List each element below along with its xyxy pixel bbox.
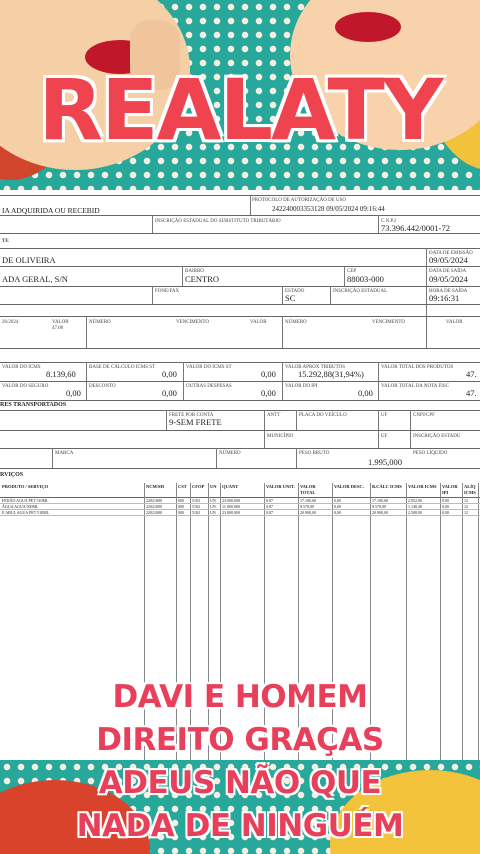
marca-label: MARCA bbox=[55, 451, 74, 456]
icms-value: 8.139,60 bbox=[46, 369, 76, 379]
frete-value: 9-SEM FRETE bbox=[169, 417, 222, 427]
table-cell: 2.052,00 bbox=[408, 498, 422, 503]
natureza-operacao: IA ADQUIRIDA OU RECEBID bbox=[2, 206, 100, 215]
total-nota-value: 47. bbox=[466, 388, 477, 398]
table-cell: 12 bbox=[464, 510, 468, 515]
uf-label: ESTADO bbox=[285, 289, 305, 294]
table-cell: E ABUL AGUA PET 510ML bbox=[2, 510, 50, 515]
destinatario-label: TE bbox=[2, 239, 9, 244]
fatura-col-vencimento-2: VENCIMENTO bbox=[372, 320, 405, 325]
fatura-left-val: 47.00 bbox=[52, 326, 64, 331]
table-cell: 9.570,00 bbox=[372, 504, 386, 509]
frete-label: FRETE POR CONTA bbox=[169, 413, 214, 418]
table-cell: UN bbox=[210, 510, 216, 515]
desconto-label: DESCONTO bbox=[89, 384, 116, 389]
protocolo-label: PROTOCOLO DE AUTORIZAÇÃO DE USO bbox=[252, 198, 346, 203]
bairro: CENTRO bbox=[185, 274, 219, 284]
table-cell: 23.000,000 bbox=[222, 510, 240, 515]
peso-liq-label: PESO LÍQUIDO bbox=[413, 451, 448, 456]
table-cell: UN bbox=[210, 498, 216, 503]
numero-label: NÚMERO bbox=[219, 451, 241, 456]
data-saida-label: DATA DE SAÍDA bbox=[429, 269, 467, 274]
fatura-col-valor-2: VALOR bbox=[446, 320, 463, 325]
total-prod-label: VALOR TOTAL DOS PRODUTOS bbox=[381, 365, 454, 370]
col-aliq: ALÍQ ICMS bbox=[464, 484, 476, 495]
ipi-label: VALOR DO IPI bbox=[285, 384, 318, 389]
table-cell: 0,00 bbox=[334, 498, 341, 503]
table-cell: 22021000 bbox=[146, 504, 162, 509]
table-cell: 000 bbox=[178, 510, 184, 515]
table-cell: 0,87 bbox=[266, 510, 273, 515]
seguro-label: VALOR DO SEGURO bbox=[2, 384, 49, 389]
divider bbox=[0, 195, 480, 196]
cnpj-label: C.N.P.J bbox=[381, 219, 396, 224]
overlay-caption bbox=[0, 676, 480, 848]
uf: SC bbox=[285, 293, 296, 303]
fatura-col-valor: VALOR bbox=[250, 320, 267, 325]
total-nota-label: VALOR TOTAL DA NOTA FISC bbox=[381, 384, 449, 389]
ipi-value: 0,00 bbox=[358, 388, 373, 398]
outras-value: 0,00 bbox=[261, 388, 276, 398]
table-cell: 0,00 bbox=[442, 498, 449, 503]
table-cell: 0,00 bbox=[442, 510, 449, 515]
cnpj-value: 73.396.442/0001-72 bbox=[381, 223, 450, 233]
table-cell: 20.900,00 bbox=[300, 510, 316, 515]
table-cell: 22021000 bbox=[146, 498, 162, 503]
table-cell: 5102 bbox=[192, 504, 200, 509]
fatura-left-label: VALOR bbox=[52, 320, 69, 325]
overlay-title: REALATY bbox=[38, 61, 442, 159]
table-cell: 22021000 bbox=[146, 510, 162, 515]
fone-label: FONE/FAX bbox=[155, 289, 180, 294]
table-cell: 11.000,000 bbox=[222, 504, 240, 509]
table-cell: 0,00 bbox=[442, 504, 449, 509]
table-cell: 2.508,00 bbox=[408, 510, 422, 515]
placa-label: PLACA DO VEÍCULO bbox=[299, 413, 347, 418]
antt-label: ANTT bbox=[267, 413, 281, 418]
icms-label: VALOR DO ICMS bbox=[2, 365, 41, 370]
fatura-col-numero: NÚMERO bbox=[89, 320, 111, 325]
top-banner bbox=[0, 0, 480, 190]
items-header bbox=[0, 483, 480, 498]
fatura-col-numero-2: NÚMERO bbox=[285, 320, 307, 325]
servicos-section: RVIÇOS bbox=[0, 472, 24, 478]
col-valor-total: VALOR TOTAL bbox=[300, 484, 316, 495]
col-ncm: NCM/SH bbox=[146, 484, 164, 489]
col-produto: PRODUTO / SERVIÇO bbox=[2, 484, 49, 489]
cep: 88003-000 bbox=[347, 274, 384, 284]
col-valor-icms: VALOR ICMS bbox=[408, 484, 437, 489]
table-cell: 17.100,00 bbox=[300, 498, 316, 503]
transportador-section: RES TRANSPORTADOS bbox=[0, 402, 67, 408]
caption-line-2: DIREITO GRAÇAS bbox=[96, 722, 384, 758]
table-cell: 5102 bbox=[192, 498, 200, 503]
col-bc-icms: B.CÁLC ICMS bbox=[372, 484, 402, 489]
data-emissao: 09/05/2024 bbox=[429, 255, 468, 265]
col-valor-unit: VALOR UNIT. bbox=[266, 484, 295, 489]
hora: 09:16:31 bbox=[429, 293, 460, 303]
table-cell: 000 bbox=[178, 504, 184, 509]
peso-bruto-value: 1.995,000 bbox=[368, 457, 402, 467]
aprox-label: VALOR APROX TRIBUTOS bbox=[285, 365, 346, 370]
lips-right bbox=[335, 12, 401, 42]
aprox-value: 15.292,88(31,94%) bbox=[298, 369, 364, 379]
table-row bbox=[0, 510, 480, 516]
col-valor-ipi: VALOR IPI bbox=[442, 484, 458, 495]
table-cell: 1.148,40 bbox=[408, 504, 422, 509]
table-cell: ÁGUA AGUA 500ML bbox=[2, 504, 39, 509]
table-cell: FEIJÃO AGUA PET 510ML bbox=[2, 498, 49, 503]
cep-label: CEP bbox=[347, 269, 357, 274]
table-cell: 5102 bbox=[192, 510, 200, 515]
ie2-label: INSCRIÇÃO ESTADU bbox=[413, 434, 461, 439]
data-emissao-label: DATA DE EMISSÃO bbox=[429, 251, 473, 256]
table-cell: 0,00 bbox=[334, 504, 341, 509]
table-cell: 17.100,00 bbox=[372, 498, 388, 503]
ie-label: INSCRIÇÃO ESTADUAL bbox=[333, 289, 388, 294]
caption-line-1: DAVI E HOMEM bbox=[112, 679, 368, 715]
base-st-value: 0,00 bbox=[162, 369, 177, 379]
bairro-label: BAIRRO bbox=[185, 269, 204, 274]
table-cell: 20.900,00 bbox=[372, 510, 388, 515]
ie-substituto-label: INSCRIÇÃO ESTADUAL DO SUBSTITUTO TRIBUTÁRIO bbox=[155, 219, 281, 224]
uf2-label: UF bbox=[381, 413, 388, 418]
municipio-label: MUNICÍPIO bbox=[267, 434, 294, 439]
caption-line-4: NADA DE NINGUÉM bbox=[76, 808, 404, 844]
data-saida: 09/05/2024 bbox=[429, 274, 468, 284]
table-cell: 0,00 bbox=[334, 510, 341, 515]
base-st-label: BASE DE CÁLCULO ICMS ST bbox=[89, 365, 156, 370]
seguro-value: 0,00 bbox=[66, 388, 81, 398]
col-cfop: CFOP bbox=[192, 484, 205, 489]
protocolo-value: 242240003353128 09/05/2024 09:16:44 bbox=[272, 205, 385, 213]
table-cell: 12 bbox=[464, 504, 468, 509]
col-un: UN bbox=[210, 484, 217, 489]
caption-line-3: ADEUS NÃO QUE bbox=[98, 765, 382, 801]
table-cell: 0,87 bbox=[266, 498, 273, 503]
col-valor-desc: VALOR DESC. bbox=[334, 484, 364, 489]
total-prod-value: 47. bbox=[466, 369, 477, 379]
col-quant: QUANT bbox=[222, 484, 239, 489]
table-cell: 000 bbox=[178, 498, 184, 503]
table-cell: 9.570,00 bbox=[300, 504, 314, 509]
peso-bruto-label: PESO BRUTO bbox=[299, 451, 330, 456]
hora-label: HORA DE SAÍDA bbox=[429, 289, 468, 294]
desconto-value: 0,00 bbox=[162, 388, 177, 398]
uf3-label: UF bbox=[381, 434, 388, 439]
destinatario-nome: DE OLIVEIRA bbox=[2, 255, 56, 265]
endereco: ADA GERAL, S/N bbox=[2, 274, 68, 284]
table-cell: 0,87 bbox=[266, 504, 273, 509]
icms-st-value: 0,00 bbox=[261, 369, 276, 379]
cnpj2-label: CNPJ/CPF bbox=[413, 413, 435, 418]
fatura-col-vencimento: VENCIMENTO bbox=[176, 320, 209, 325]
col-cst: CST bbox=[178, 484, 187, 489]
icms-st-label: VALOR DO ICMS ST bbox=[186, 365, 232, 370]
table-cell: UN bbox=[210, 504, 216, 509]
fatura-num: 26/2024 bbox=[2, 320, 19, 325]
outras-label: OUTRAS DESPESAS bbox=[186, 384, 232, 389]
table-cell: 12 bbox=[464, 498, 468, 503]
table-cell: 23.000,000 bbox=[222, 498, 240, 503]
